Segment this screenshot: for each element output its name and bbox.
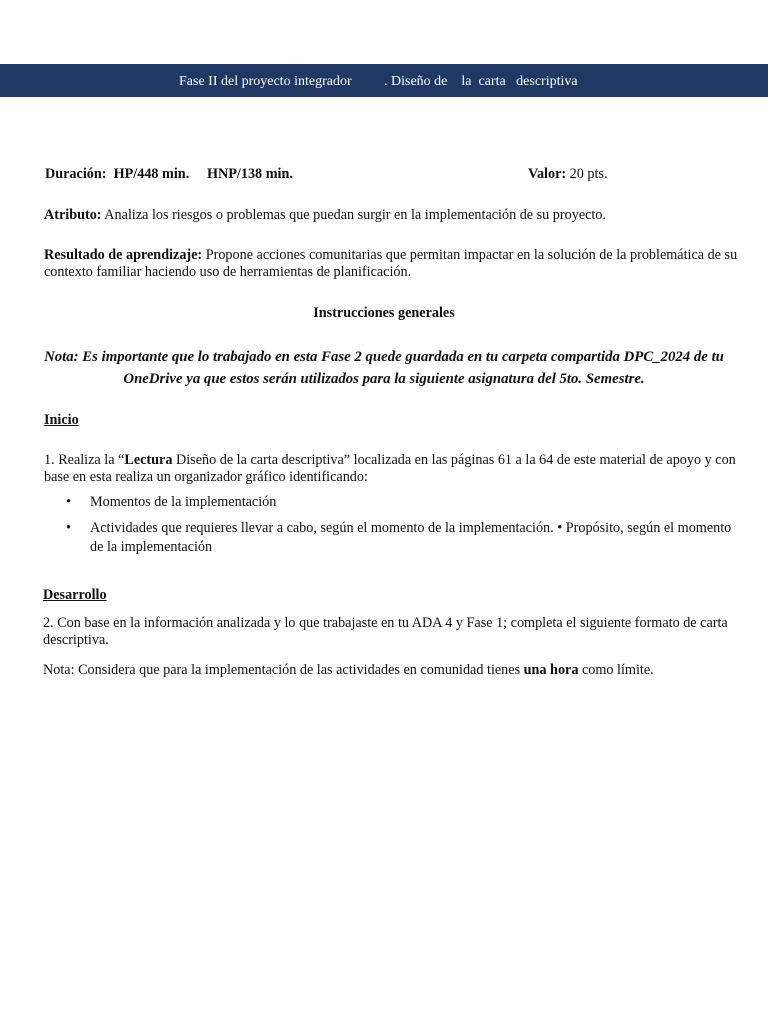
resultado-text-line2: contexto familiar haciendo uso de herramientas de planificación. xyxy=(44,264,412,280)
bullet-text: Actividades que requieres llevar a cabo, según el momento de la implementación. • Propósito, según el momento xyxy=(90,520,732,536)
bullet-glyph: • xyxy=(66,520,71,536)
valor-value: 20 pts. xyxy=(566,166,608,182)
desarrollo-item2-line1: 2. Con base en la información analizada y lo que trabajaste en tu ADA 4 y Fase 1; completa el siguiente formato de carta xyxy=(43,615,728,631)
resultado-label: Resultado de aprendizaje: xyxy=(44,247,203,263)
inicio-item1-line1 xyxy=(44,452,736,469)
atributo-paragraph xyxy=(44,207,606,224)
bullet-text-line2: de la implementación xyxy=(90,539,213,555)
duracion-line xyxy=(45,166,293,183)
desarrollo-nota-bold: una hora xyxy=(523,662,579,678)
valor-label: Valor: xyxy=(528,166,567,182)
duracion-value: HP/448 min. HNP/138 min. xyxy=(113,166,293,182)
valor-line xyxy=(528,166,607,183)
inicio-item1-bold: Lectura xyxy=(124,452,173,468)
inicio-heading: Inicio xyxy=(44,412,79,428)
instrucciones-title: Instrucciones generales xyxy=(313,305,455,321)
desarrollo-nota-prefix: Nota: Considera que para la implementación de las actividades en comunidad tienes xyxy=(43,662,524,678)
desarrollo-nota xyxy=(43,662,654,679)
resultado-paragraph xyxy=(44,247,737,264)
resultado-text-line1: Propone acciones comunitarias que permitan impactar en la solución de la problemática de su xyxy=(202,247,738,263)
desarrollo-heading: Desarrollo xyxy=(43,587,107,603)
bullet-glyph: • xyxy=(66,494,71,510)
desarrollo-item2-line2: descriptiva. xyxy=(43,632,109,648)
inicio-item1-line2: base en esta realiza un organizador gráfico identificando: xyxy=(44,469,368,485)
header-title-right: . Diseño de la carta descriptiva xyxy=(384,74,578,89)
duracion-label: Duración: xyxy=(45,166,107,182)
bullet-text: Momentos de la implementación xyxy=(90,494,277,510)
inicio-item1-rest: Diseño de la carta descriptiva” localizada en las páginas 61 a la 64 de este material de apoyo y con xyxy=(172,452,736,468)
desarrollo-nota-suffix: como límite. xyxy=(578,662,654,678)
header-title-left: Fase II del proyecto integrador xyxy=(179,74,352,89)
nota-destacada-line1: Nota: Es importante que lo trabajado en esta Fase 2 quede guardada en tu carpeta compartida DPC_2024 de tu xyxy=(44,349,724,365)
inicio-item1-prefix: 1. Realiza la “ xyxy=(44,452,125,468)
nota-destacada-line2: OneDrive ya que estos serán utilizados para la siguiente asignatura del 5to. Semestre. xyxy=(123,371,645,387)
atributo-text: Analiza los riesgos o problemas que puedan surgir en la implementación de su proyecto. xyxy=(101,207,606,223)
atributo-label: Atributo: xyxy=(44,207,102,223)
